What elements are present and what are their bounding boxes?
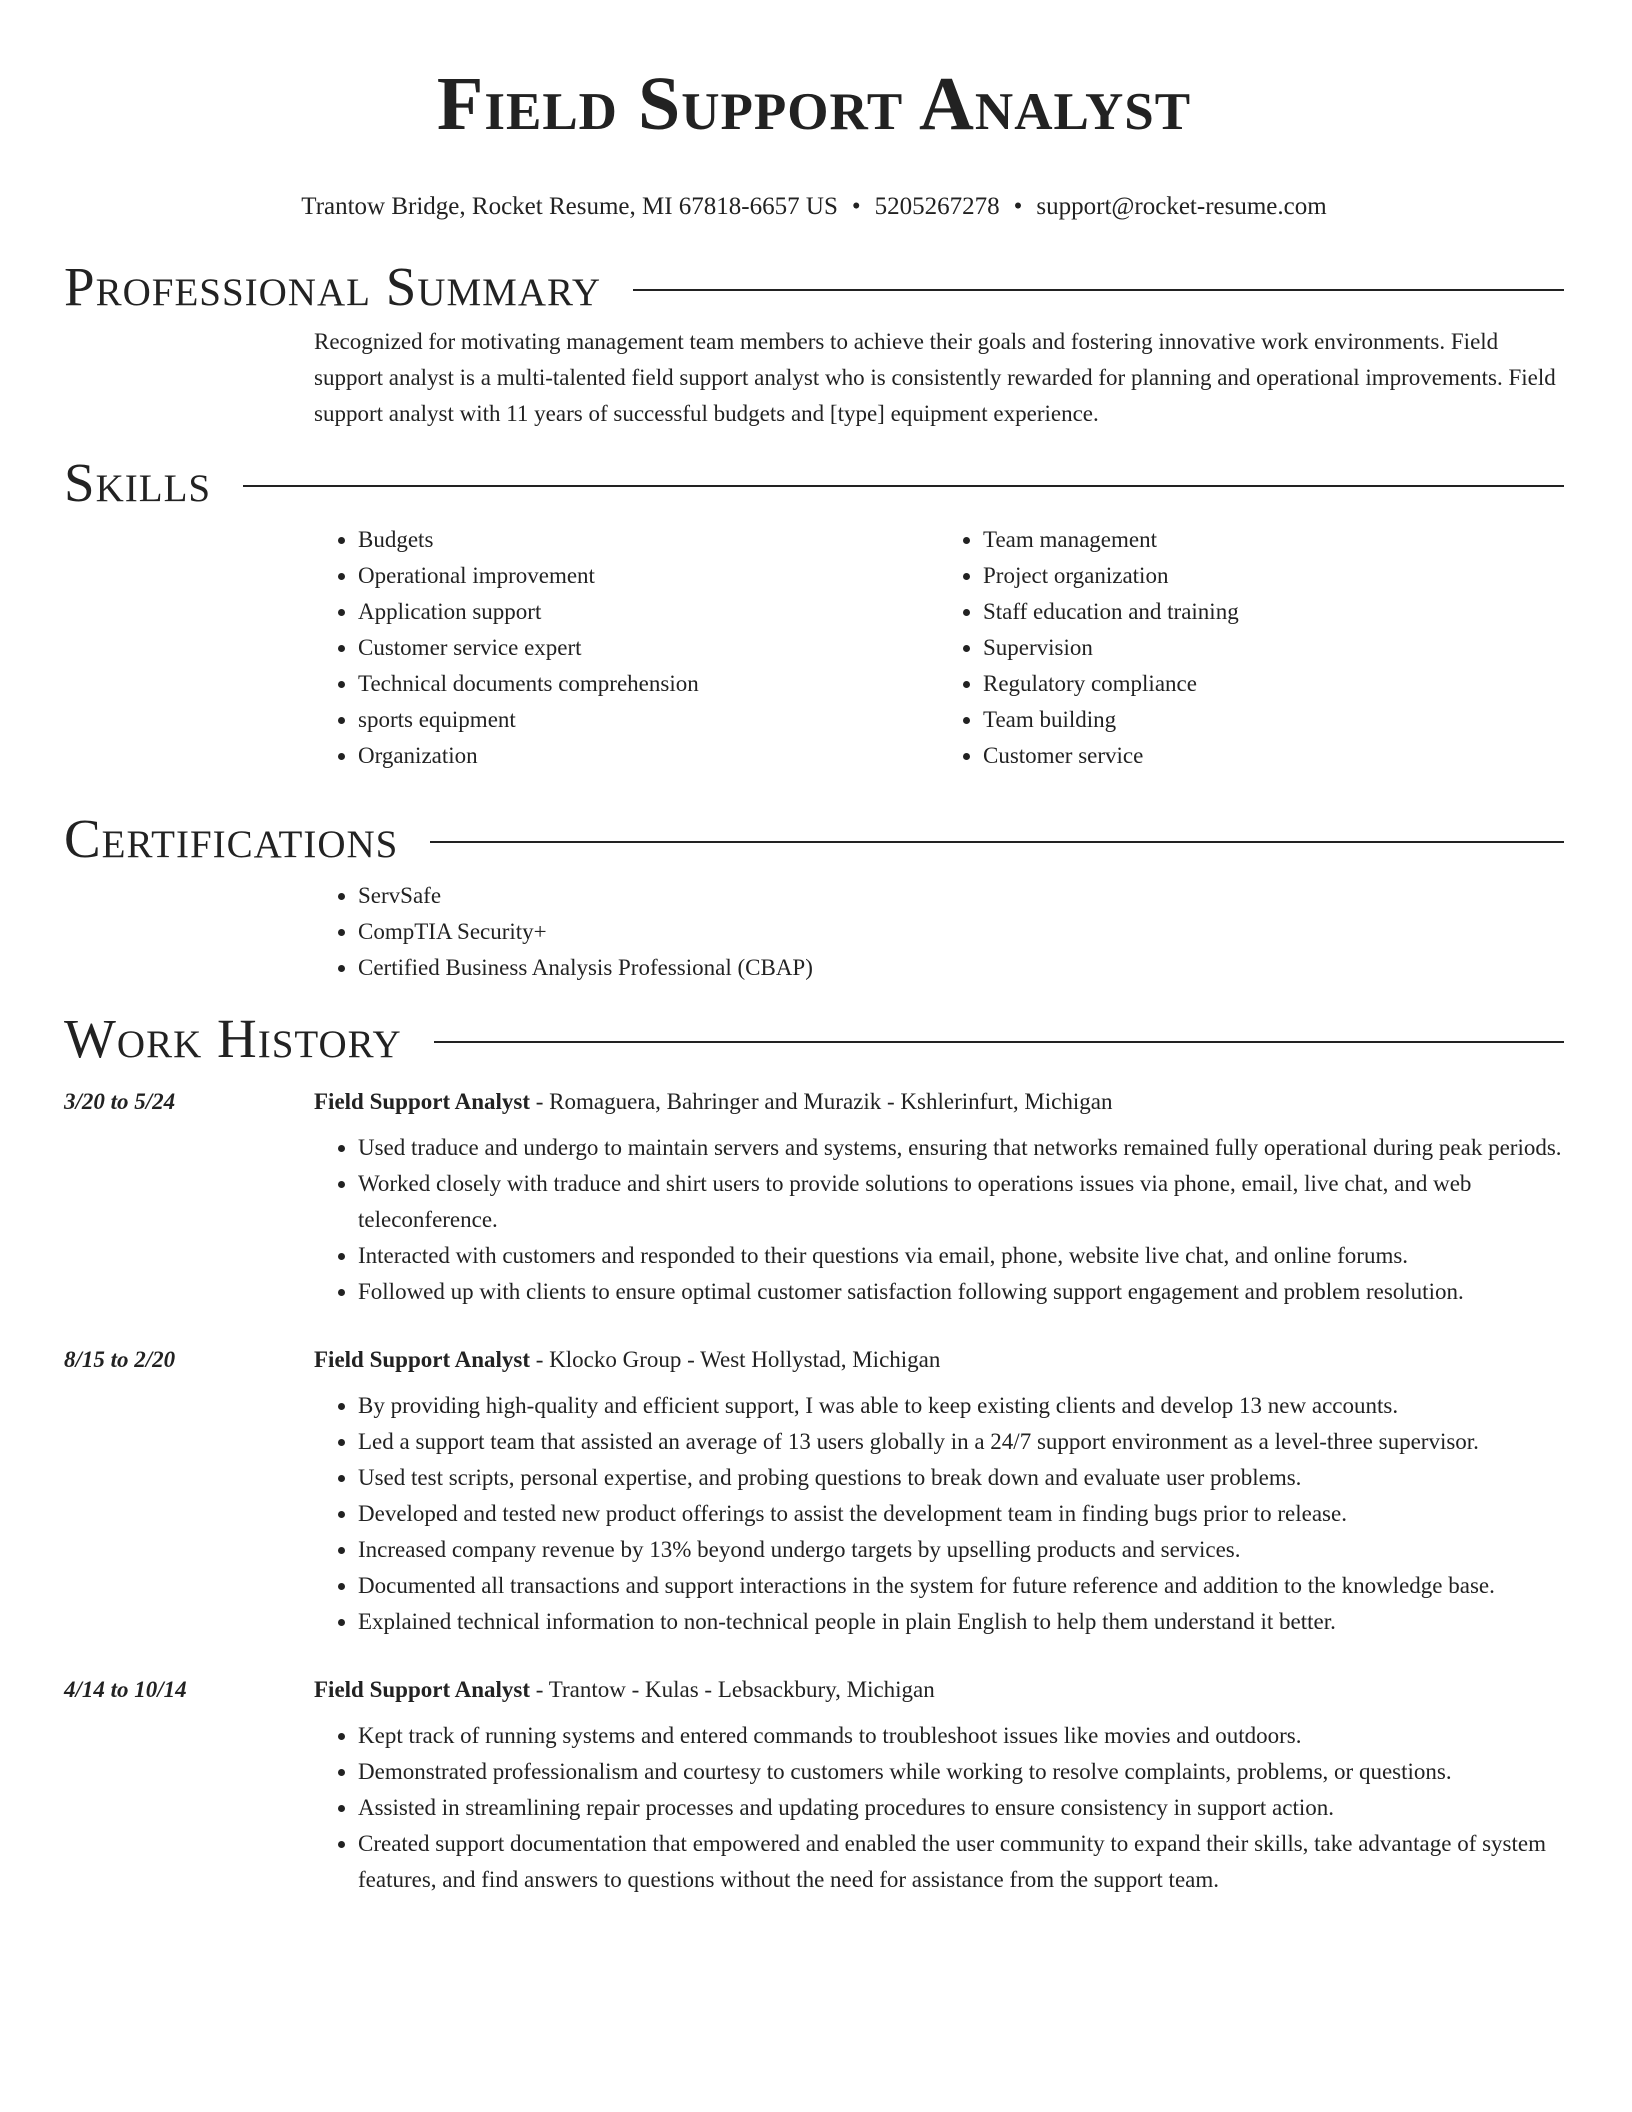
skill-item: • Technical documents comprehension <box>358 666 939 702</box>
job-bullet: • Explained technical information to non-technical people in plain English to help them understand it better. <box>358 1604 1564 1640</box>
skill-item: • Regulatory compliance <box>983 666 1564 702</box>
certifications-rule <box>430 841 1564 843</box>
job-bullet: • Worked closely with traduce and shirt users to provide solutions to operations issues via phone, email, live chat, and web teleconference. <box>358 1166 1564 1238</box>
skill-item: • Team management <box>983 522 1564 558</box>
skill-item: • Staff education and training <box>983 594 1564 630</box>
skill-item: • Operational improvement <box>358 558 939 594</box>
summary-text: Recognized for motivating management team members to achieve their goals and fostering innovative work environments. Field support analyst is a multi-talented field support analyst who is consistently rewarded for planning and operational improvements. Field support analyst with 11 years of successful budgets and [type] equipment experience. <box>314 329 1556 426</box>
job-bullet: • Kept track of running systems and entered commands to troubleshoot issues like movies and outdoors. <box>358 1718 1564 1754</box>
job-bullet-list <box>314 1388 1564 1640</box>
job-bullet: • By providing high-quality and efficient support, I was able to keep existing clients and develop 13 new accounts. <box>358 1388 1564 1424</box>
certifications-title: Certifications <box>64 808 399 869</box>
job-entry-2 <box>64 1342 1564 1640</box>
phone: 5205267278 <box>874 193 1000 220</box>
contact-line <box>64 192 1564 222</box>
job-bullet: • Followed up with clients to ensure optimal customer satisfaction following support engagement and problem resolution. <box>358 1274 1564 1310</box>
skills-right-list <box>939 522 1564 774</box>
skills-left-list <box>314 522 939 774</box>
job-bullet: • Increased company revenue by 13% beyond undergo targets by upselling products and services. <box>358 1532 1564 1568</box>
job-bullet: • Created support documentation that empowered and enabled the user community to expand their skills, take advantage of system features, and find answers to questions without the need for assistance from the support team. <box>358 1826 1564 1898</box>
job-bullet-list <box>314 1718 1564 1898</box>
job-dates: 3/20 to 5/24 <box>64 1089 176 1114</box>
certification-item: • Certified Business Analysis Professional (CBAP) <box>358 950 1564 986</box>
job-heading <box>64 1342 1564 1378</box>
job-bullet: • Demonstrated professionalism and courtesy to customers while working to resolve complaints, problems, or questions. <box>358 1754 1564 1790</box>
summary-rule <box>633 289 1564 291</box>
job-bullet: • Documented all transactions and support interactions in the system for future reference and addition to the knowledge base. <box>358 1568 1564 1604</box>
work-history-header <box>64 1008 1564 1070</box>
job-entry-1 <box>64 1084 1564 1310</box>
skill-item: • Customer service expert <box>358 630 939 666</box>
summary-header <box>64 256 1564 318</box>
skill-item: • Supervision <box>983 630 1564 666</box>
skills-rule <box>243 485 1564 487</box>
certification-item: • ServSafe <box>358 878 1564 914</box>
skill-item: • Team building <box>983 702 1564 738</box>
skills-title: Skills <box>64 452 212 513</box>
job-bullets <box>314 1718 1564 1898</box>
certifications-block <box>314 878 1564 986</box>
skill-item: • Project organization <box>983 558 1564 594</box>
job-heading-text <box>314 1672 935 1708</box>
job-heading-text <box>314 1342 940 1378</box>
job-heading-text <box>314 1084 1113 1120</box>
job-dates: 8/15 to 2/20 <box>64 1347 176 1372</box>
job-title: Field Support Analyst <box>314 1089 530 1114</box>
certification-item: • CompTIA Security+ <box>358 914 1564 950</box>
skill-item: • Budgets <box>358 522 939 558</box>
job-bullets <box>314 1130 1564 1310</box>
job-dates: 4/14 to 10/14 <box>64 1677 187 1702</box>
job-bullet: • Used test scripts, personal expertise, and probing questions to break down and evaluate user problems. <box>358 1460 1564 1496</box>
skill-item: • Customer service <box>983 738 1564 774</box>
separator-1: • <box>851 193 861 220</box>
job-heading <box>64 1672 1564 1708</box>
job-title: Field Support Analyst <box>314 1347 530 1372</box>
job-bullets <box>314 1388 1564 1640</box>
certifications-list <box>314 878 1564 986</box>
skills-columns <box>314 522 1564 774</box>
work-history-title: Work History <box>64 1008 402 1069</box>
job-title: Field Support Analyst <box>314 1677 530 1702</box>
job-bullet-list <box>314 1130 1564 1310</box>
job-bullet: • Used traduce and undergo to maintain servers and systems, ensuring that networks remained fully operational during peak periods. <box>358 1130 1564 1166</box>
skill-item: • Organization <box>358 738 939 774</box>
email: support@rocket-resume.com <box>1036 193 1327 220</box>
candidate-name: Field Support Analyst <box>436 62 1192 146</box>
certifications-header <box>64 808 1564 870</box>
job-bullet: • Assisted in streamlining repair processes and updating procedures to ensure consistency in support action. <box>358 1790 1564 1826</box>
skills-header <box>64 452 1564 514</box>
summary-title: Professional Summary <box>64 256 602 317</box>
job-details: - Trantow - Kulas - Lebsackbury, Michigan <box>530 1677 935 1702</box>
job-bullet: • Developed and tested new product offerings to assist the development team in finding bugs prior to release. <box>358 1496 1564 1532</box>
job-entry-3 <box>64 1672 1564 1898</box>
skill-item: • sports equipment <box>358 702 939 738</box>
job-bullet: • Led a support team that assisted an average of 13 users globally in a 24/7 support environment as a level-three supervisor. <box>358 1424 1564 1460</box>
skill-item: • Application support <box>358 594 939 630</box>
job-details: - Romaguera, Bahringer and Murazik - Kshlerinfurt, Michigan <box>530 1089 1113 1114</box>
address: Trantow Bridge, Rocket Resume, MI 67818-6657 US <box>301 193 838 220</box>
work-history-rule <box>434 1041 1564 1043</box>
separator-2: • <box>1013 193 1023 220</box>
job-details: - Klocko Group - West Hollystad, Michigan <box>530 1347 941 1372</box>
job-bullet: • Interacted with customers and responded to their questions via email, phone, website live chat, and online forums. <box>358 1238 1564 1274</box>
job-heading <box>64 1084 1564 1120</box>
